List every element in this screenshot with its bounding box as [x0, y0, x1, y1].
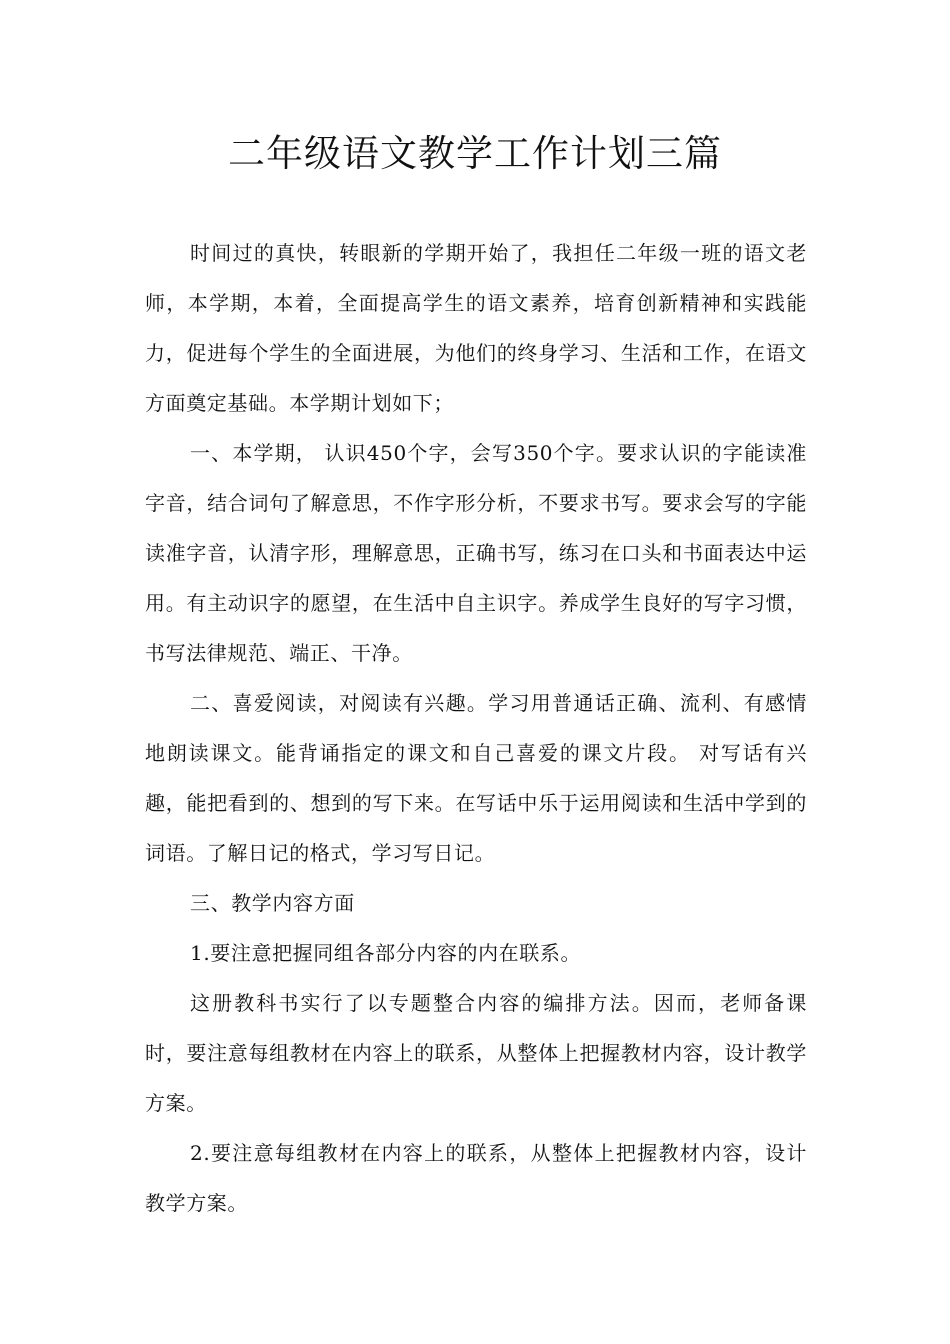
item-heading-1: 1.要注意把握同组各部分内容的内在联系。 [190, 941, 582, 965]
paragraph-textbook-structure: 这册教科书实行了以专题整合内容的编排方法。因而，老师备课时，要注意每组教材在内容上的联系，从整体上把握教材内容，设计教学方案。 [145, 991, 807, 1115]
section-heading-teaching-content: 三、教学内容方面 [190, 891, 355, 915]
document-body [145, 228, 807, 1228]
paragraph-intro: 时间过的真快，转眼新的学期开始了，我担任二年级一班的语文老师，本学期，本着，全面提高学生的语文素养，培育创新精神和实践能力，促进每个学生的全面进展，为他们的终身学习、生活和工作，在语文方面奠定基础。本学期计划如下； [145, 241, 807, 415]
item-heading-2: 2.要注意每组教材在内容上的联系，从整体上把握教材内容，设计教学方案。 [145, 1141, 807, 1215]
document-title: 二年级语文教学工作计划三篇 [228, 132, 722, 175]
paragraph-literacy-goals: 一、本学期， 认识450个字，会写350个字。要求认识的字能读准字音，结合词句了解意思，不作字形分析，不要求书写。要求会写的字能读准字音，认清字形，理解意思，正确书写，练习在口头和书面表达中运用。有主动识字的愿望，在生活中自主识字。养成学生良好的写字习惯，书写法律规范、端正、干净。 [145, 441, 807, 665]
paragraph-reading-goals: 二、喜爱阅读，对阅读有兴趣。学习用普通话正确、流利、有感情地朗读课文。能背诵指定的课文和自己喜爱的课文片段。 对写话有兴趣，能把看到的、想到的写下来。在写话中乐于运用阅读和生活中学到的词语。了解日记的格式，学习写日记。 [145, 691, 807, 865]
